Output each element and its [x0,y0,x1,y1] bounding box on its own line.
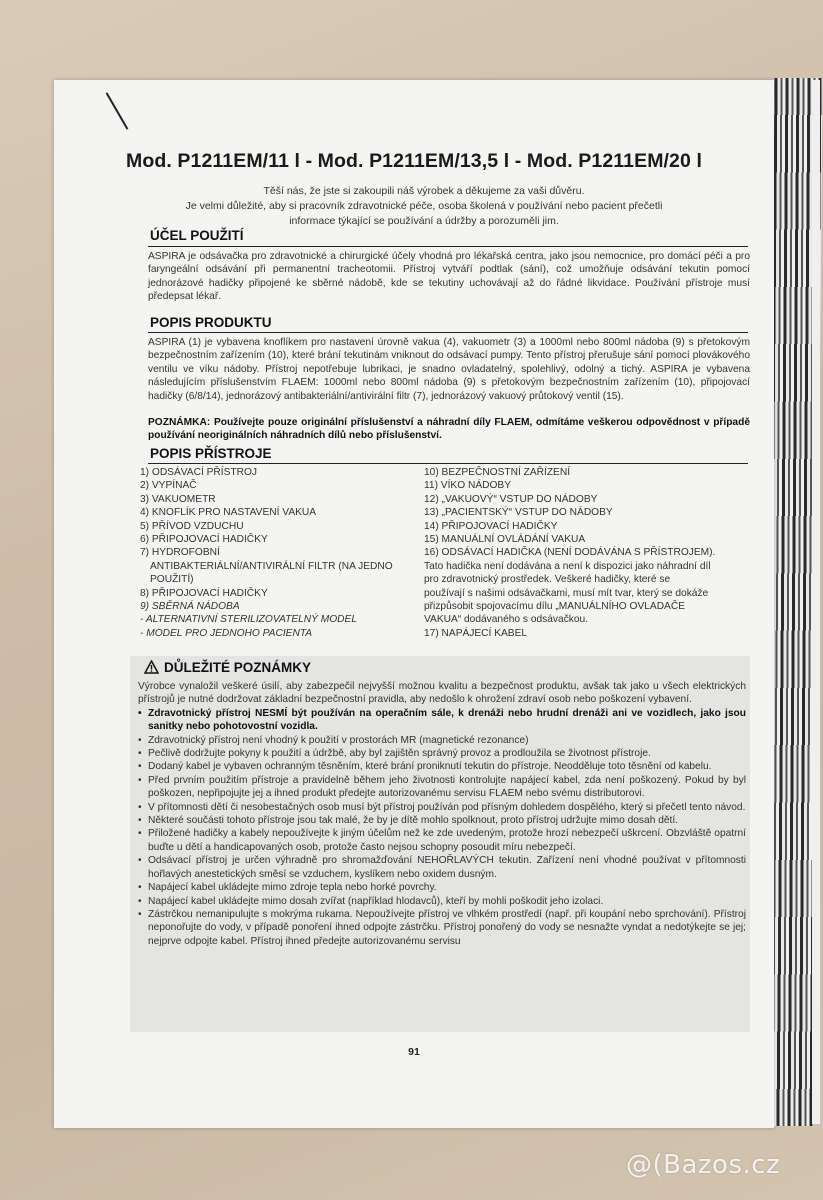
list-item: 1) ODSÁVACÍ PŘÍSTROJ [140,467,257,478]
list-item: • Zástrčkou nemanipulujte s mokrýma rukama. Nepoužívejte přístroj ve vlhkém prostředí (např. při koupání nebo sprchování). Přístroj neponořujte do vody, v případě ponoření ihned odpojte zástrčku. Přístroj ponořený do vody se nesnažte vyndat a nedotýkejte se jej; nejprve odpojte kabel. Přístroj ihned předejte autorizovanému servisu [138,908,746,948]
document-page [54,80,774,1128]
product-note [148,416,750,443]
list-item: • Pečlivě dodržujte pokyny k použití a údržbě, aby byl zajištěn správný provoz a prodloužila se životnost přístroje. [138,747,746,760]
section-rule [148,463,748,464]
list-item: - MODEL PRO JEDNOHO PACIENTA [140,627,313,639]
list-item: • Napájecí kabel ukládejte mimo dosah zvířat (například hlodavců), kteří by mohli poškodit jeho izolaci. [138,895,746,908]
list-item: 2) VYPÍNAČ [140,480,197,492]
list-item: používají s našimi odsávačkami, musí mít tvar, který se dokáže [424,587,709,599]
section-text-ucel: ASPIRA je odsávačka pro zdravotnické a chirurgické účely vhodná pro lékařská centra, jako jsou nemocnice, pro domácí péči a pro faryngeální odsávání při permanentní tracheotomii. Přístroj vytváří podtlak (sání), což umožňuje odsávání tekutin pomocí jednorázové hadičky připojené ke sběrné nádobě, kde se tekutiny uchovávají až do řádné likvidace. Používání přístroje musí předepsat lékař. [148,251,750,303]
section-text-popis-produktu: ASPIRA (1) je vybavena knoflíkem pro nastavení úrovně vakua (4), vakuometr (3) a 1000ml nebo 800ml nádoba (9) s přetokovým bezpečnostním zařízením (10), které brání tekutinám vniknout do odsávací pumpy. Tento přístroj přerušuje sání pomocí plovákového ventilu ve víku nádoby. Přístroj nepotřebuje lubrikaci, je snadno ovladatelný, spolehlivý, odolný a tichý. ASPIRA je vybavena následujícím příslušenstvím FLAEM: 1000ml nebo 800ml nádoba (9) s přetokovým bezpečnostním zařízením (10), připojovací hadičky (6/8/14), jednorázový antibakteriální/antivirální filtr (7), jednorázový vakuový průtokový ventil (15). [148,337,750,402]
list-item: 14) PŘIPOJOVACÍ HADIČKY [424,520,558,532]
note-text: Používejte pouze originální příslušenství a náhradní díly FLAEM, odmítáme veškerou odpovědnost v případě používání neoriginálních náhradních dílů nebo příslušenství. [148,417,750,442]
note-label: POZNÁMKA: [148,417,211,428]
list-item: pro zdravotnický prostředek. Veškeré hadičky, které se [424,574,671,586]
important-notes-body [138,680,746,948]
page-number: 91 [408,1046,420,1058]
pen-mark [106,92,129,129]
parts-list-left [140,466,393,640]
list-item: • Před prvním použitím přístroje a pravidelně během jeho životnosti kontrolujte napájecí kabel, zda není poškozený. Pokud by byl poškozen, nepřipojujte jej a ihned produkt předejte autorizovanému servisu FLAEM nebo svému distributorovi. [138,774,746,801]
list-item: 15) MANUÁLNÍ OVLÁDÁNÍ VAKUA [424,534,586,546]
list-item: 9) SBĚRNÁ NÁDOBA [140,601,240,613]
list-item: přizpůsobit spojovacímu dílu „MANUÁLNÍHO OVLADAČE [424,601,686,613]
list-item: VAKUA“ dodávaného s odsávačkou. [424,614,589,626]
list-item: 6) PŘIPOJOVACÍ HADIČKY [140,534,268,546]
list-item: 10) BEZPEČNOSTNÍ ZAŘÍZENÍ [424,467,571,478]
list-item: • Zdravotnický přístroj není vhodný k použití v prostorách MR (magnetické rezonance) [138,734,746,747]
paper-stack-highlight [812,80,820,1124]
list-item: - ALTERNATIVNÍ STERILIZOVATELNÝ MODEL [140,614,357,626]
list-item: • Některé součásti tohoto přístroje jsou tak malé, že by je dítě mohlo spolknout, proto přístroj udržujte mimo dosah dětí. [138,814,746,827]
parts-list-right [424,466,715,640]
section-heading-popis-pristroje: POPIS PŘÍSTROJE [150,446,272,461]
list-item: • Přiložené hadičky a kabely nepoužívejte k jiným účelům než ke zde uvedeným, protože hrozí nebezpečí uškrcení. Obzvláště opatrní buďte u dětí a handicapovaných osob, protože často nejsou schopny posoudit míru nebezpečí. [138,827,746,854]
list-item: • Odsávací přístroj je určen výhradně pro shromažďování NEHOŘLAVÝCH tekutin. Zařízení není vhodné používat v přítomnosti hořlavých anestetických směsí se vzduchem, kyslíkem nebo oxidem dusným. [138,854,746,881]
list-item: ANTIBAKTERIÁLNÍ/ANTIVIRÁLNÍ FILTR (NA JEDNO [150,560,393,572]
warning-icon [144,660,159,677]
list-item: • Dodaný kabel je vybaven ochranným těsněním, které brání proniknutí tekutin do přístroje. Neodděluje toto těsnění od kabelu. [138,760,746,773]
list-item: 13) „PACIENTSKÝ“ VSTUP DO NÁDOBY [424,507,613,519]
list-item: 5) PŘÍVOD VZDUCHU [140,520,244,532]
section-rule [148,332,748,333]
list-item: 11) VÍKO NÁDOBY [424,480,511,492]
list-item: • Zdravotnický přístroj NESMÍ být používán na operačním sále, k drenáži nebo hrudní drenáži ani ve vozidlech, jako jsou sanitky nebo pohotovostní vozidla. [138,707,746,734]
list-item: • Napájecí kabel ukládejte mimo zdroje tepla nebo horké povrchy. [138,881,746,894]
watermark: @(Bazos.cz [626,1150,781,1180]
list-item: • V přítomnosti dětí či nesobestačných osob musí být přístroj používán pod přísným dohledem dospělého, který si přečetl tento návod. [138,801,746,814]
section-heading-ucel: ÚČEL POUŽITÍ [150,228,244,243]
list-item: 17) NAPÁJECÍ KABEL [424,627,528,639]
intro-text: Těší nás, že jste si zakoupili náš výrobek a děkujeme za vaši důvěru. Je velmi důležité, aby si pracovník zdravotnické péče, osoba školená v používání nebo pacient přečetli informace týkající se používání a údržby a porozuměli jim. [185,185,663,227]
notes-intro: Výrobce vynaložil veškeré úsilí, aby zabezpečil nejvyšší možnou kvalitu a bezpečnost produktu, avšak tak jako u všech elektrických přístrojů je nutné dodržovat základní bezpečnostní pravidla, aby nedošlo k ohrožení zdraví osob nebo poškození vybavení. [138,681,746,706]
list-item: 8) PŘIPOJOVACÍ HADIČKY [140,587,268,599]
list-item: POUŽITÍ) [150,574,194,586]
list-item: 7) HYDROFOBNÍ [140,547,220,559]
section-heading-popis-produktu: POPIS PRODUKTU [150,315,272,330]
section-rule [148,246,748,247]
list-item: 16) ODSÁVACÍ HADIČKA (NENÍ DODÁVÁNA S PŘÍSTROJEM). [424,547,716,559]
list-item: 3) VAKUOMETR [140,493,216,505]
list-item: 12) „VAKUOVÝ“ VSTUP DO NÁDOBY [424,493,598,505]
notes-bullet-list [138,707,746,948]
section-heading-poznamky: DŮLEŽITÉ POZNÁMKY [144,660,311,677]
list-item: Tato hadička není dodávána a není k dispozici jako náhradní díl [424,560,711,572]
list-item: 4) KNOFLÍK PRO NASTAVENÍ VAKUA [140,507,317,519]
document-title: Mod. P1211EM/11 l - Mod. P1211EM/13,5 l - Mod. P1211EM/20 l [126,150,702,172]
